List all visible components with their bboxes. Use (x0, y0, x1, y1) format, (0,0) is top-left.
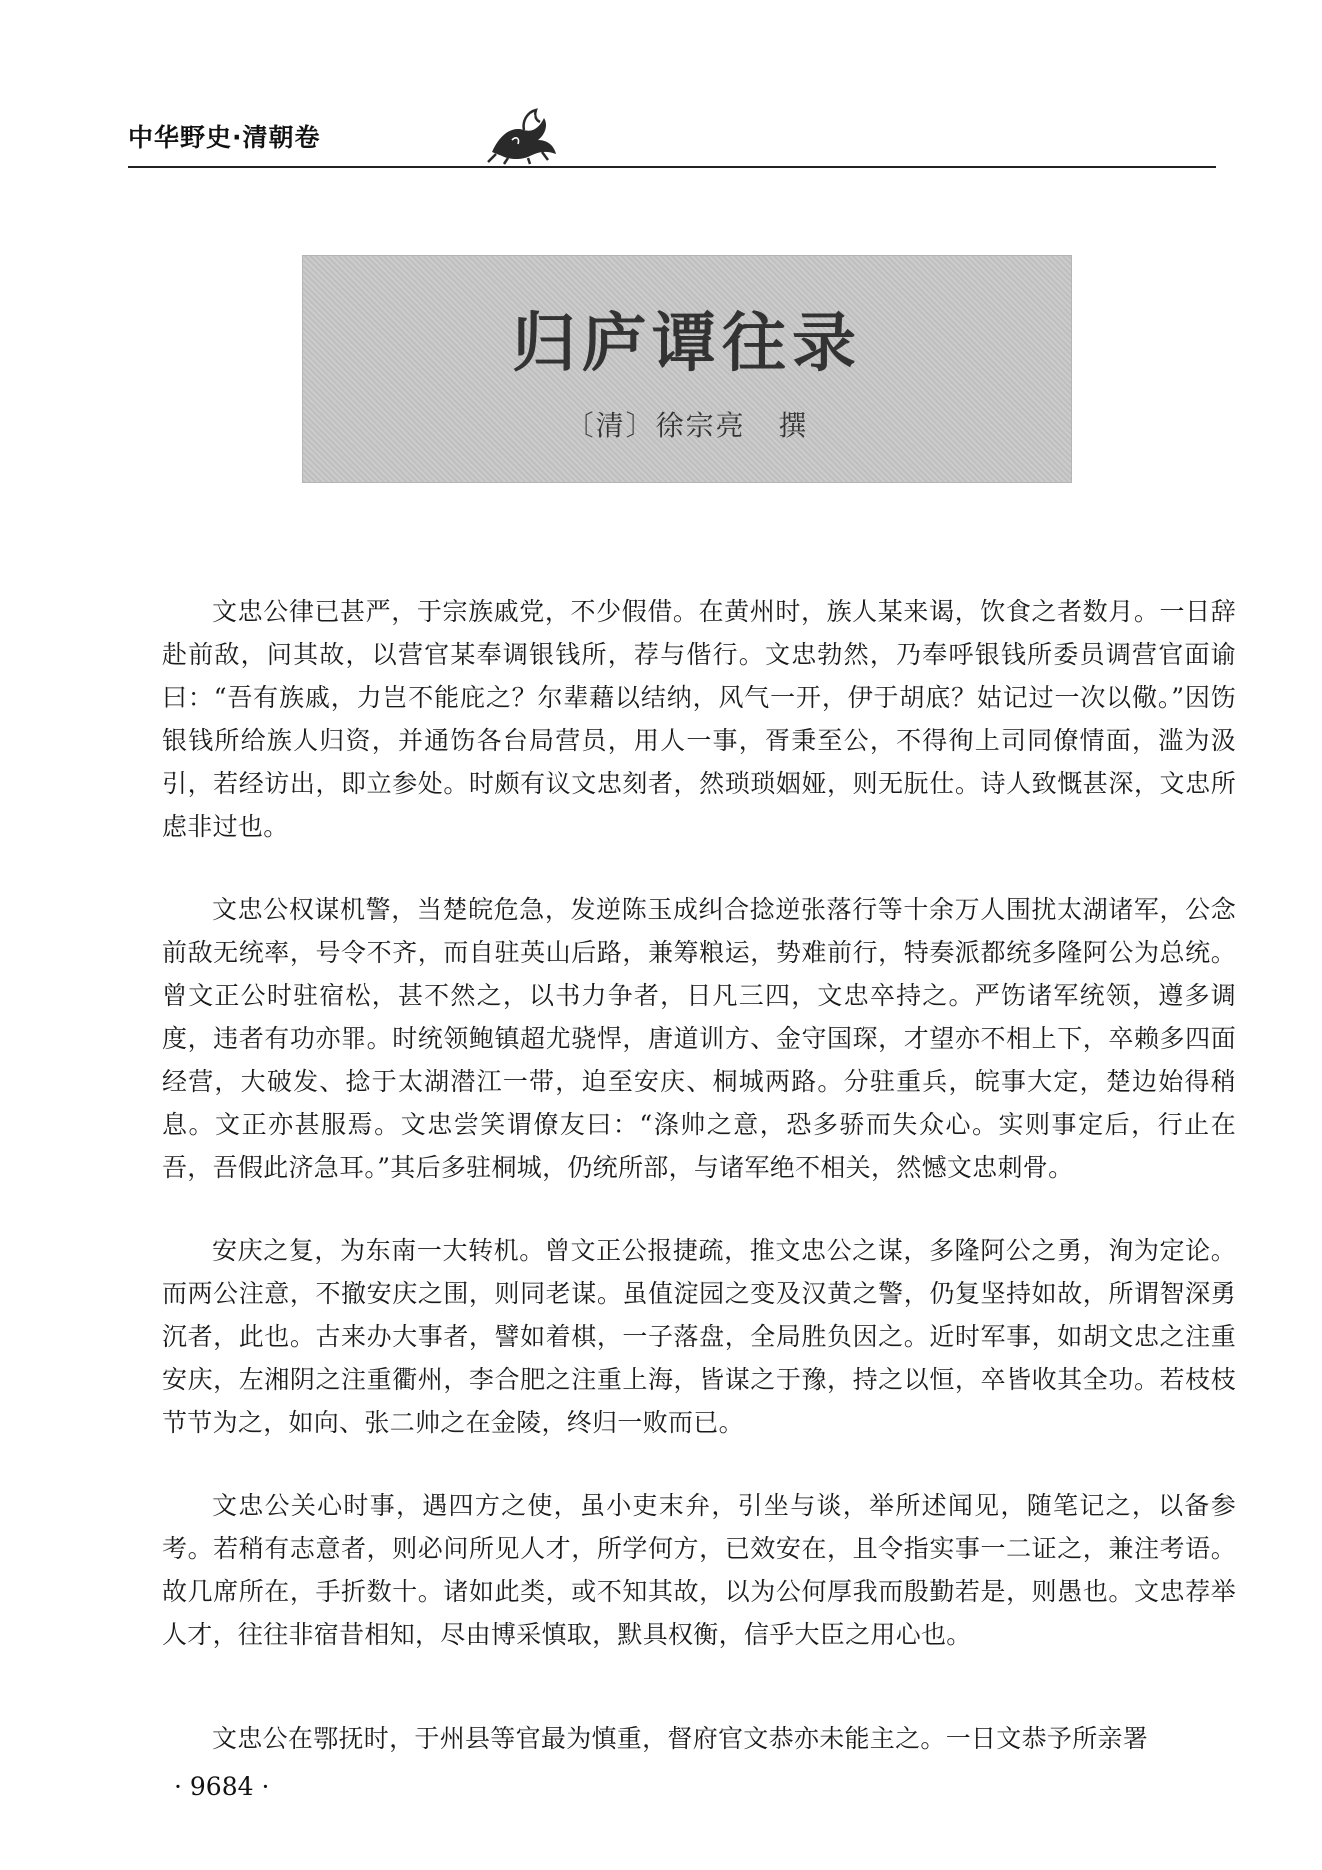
running-header-title: 中华野史·清朝卷 (128, 123, 321, 152)
page-number: · 9684 · (174, 1772, 270, 1801)
paragraph: 文忠公关心时事，遇四方之使，虽小吏末弁，引坐与谈，举所述闻见，随笔记之，以备参考。若稍有志意者，则必问所见人才，所学何方，已效安在，且令指实事一二证之，兼注考语。故几席所在，手折数十。诸如此类，或不知其故，以为公何厚我而殷勤若是，则愚也。文忠荐举人才，往往非宿昔相知，尽由博采慎取，默具权衡，信乎大臣之用心也。 (162, 1491, 1236, 1649)
continued-paragraph: 文忠公在鄂抚时，于州县等官最为慎重，督府官文恭亦未能主之。一日文恭予所亲署 (212, 1724, 1149, 1753)
body-text (162, 590, 1236, 1696)
paragraph: 安庆之复，为东南一大转机。曾文正公报捷疏，推文忠公之谋，多隆阿公之勇，洵为定论。而两公注意，不撤安庆之围，则同老谋。虽值淀园之变及汉黄之警，仍复坚持如故，所谓智深勇沉者，此也。古来办大事者，譬如着棋，一子落盘，全局胜负因之。近时军事，如胡文忠之注重安庆，左湘阴之注重衢州，李合肥之注重上海，皆谋之于豫，持之以恒，卒皆收其全功。若枝枝节节为之，如向、张二帅之在金陵，终归一败而已。 (162, 1236, 1236, 1437)
title-block (302, 255, 1072, 483)
book-title: 归庐谭往录 (512, 306, 862, 381)
header-rule (128, 166, 1216, 168)
paragraph: 文忠公律已甚严，于宗族戚党，不少假借。在黄州时，族人某来谒，饮食之者数月。一日辞赴前敌，问其故，以营官某奉调银钱所，荐与偕行。文忠勃然，乃奉呼银钱所委员调营官面谕曰：“吾有族戚，力岂不能庇之？尔辈藉以结纳，风气一开，伊于胡底？姑记过一次以儆。”因饬银钱所给族人归资，并通饬各台局营员，用人一事，胥秉至公，不得徇上司同僚情面，滥为汲引，若经访出，即立参处。时颇有议文忠刻者，然琐琐姻娅，则无朊仕。诗人致慨甚深，文忠所虑非过也。 (162, 597, 1236, 841)
author-line: 〔清〕徐宗亮 撰 (565, 409, 809, 442)
dragon-emblem-icon (482, 104, 562, 166)
paragraph: 文忠公权谋机警，当楚皖危急，发逆陈玉成纠合捻逆张落行等十余万人围扰太湖诸军，公念前敌无统率，号令不齐，而自驻英山后路，兼筹粮运，势难前行，特奏派都统多隆阿公为总统。曾文正公时驻宿松，甚不然之，以书力争者，日凡三四，文忠卒持之。严饬诸军统领，遵多调度，违者有功亦罪。时统领鲍镇超尤骁悍，唐道训方、金守国琛，才望亦不相上下，卒赖多四面经营，大破发、捻于太湖潜江一带，迫至安庆、桐城两路。分驻重兵，皖事大定，楚边始得稍息。文正亦甚服焉。文忠尝笑谓僚友曰：“涤帅之意，恐多骄而失众心。实则事定后，行止在吾，吾假此济急耳。”其后多驻桐城，仍统所部，与诸军绝不相关，然憾文忠刺骨。 (162, 895, 1236, 1182)
